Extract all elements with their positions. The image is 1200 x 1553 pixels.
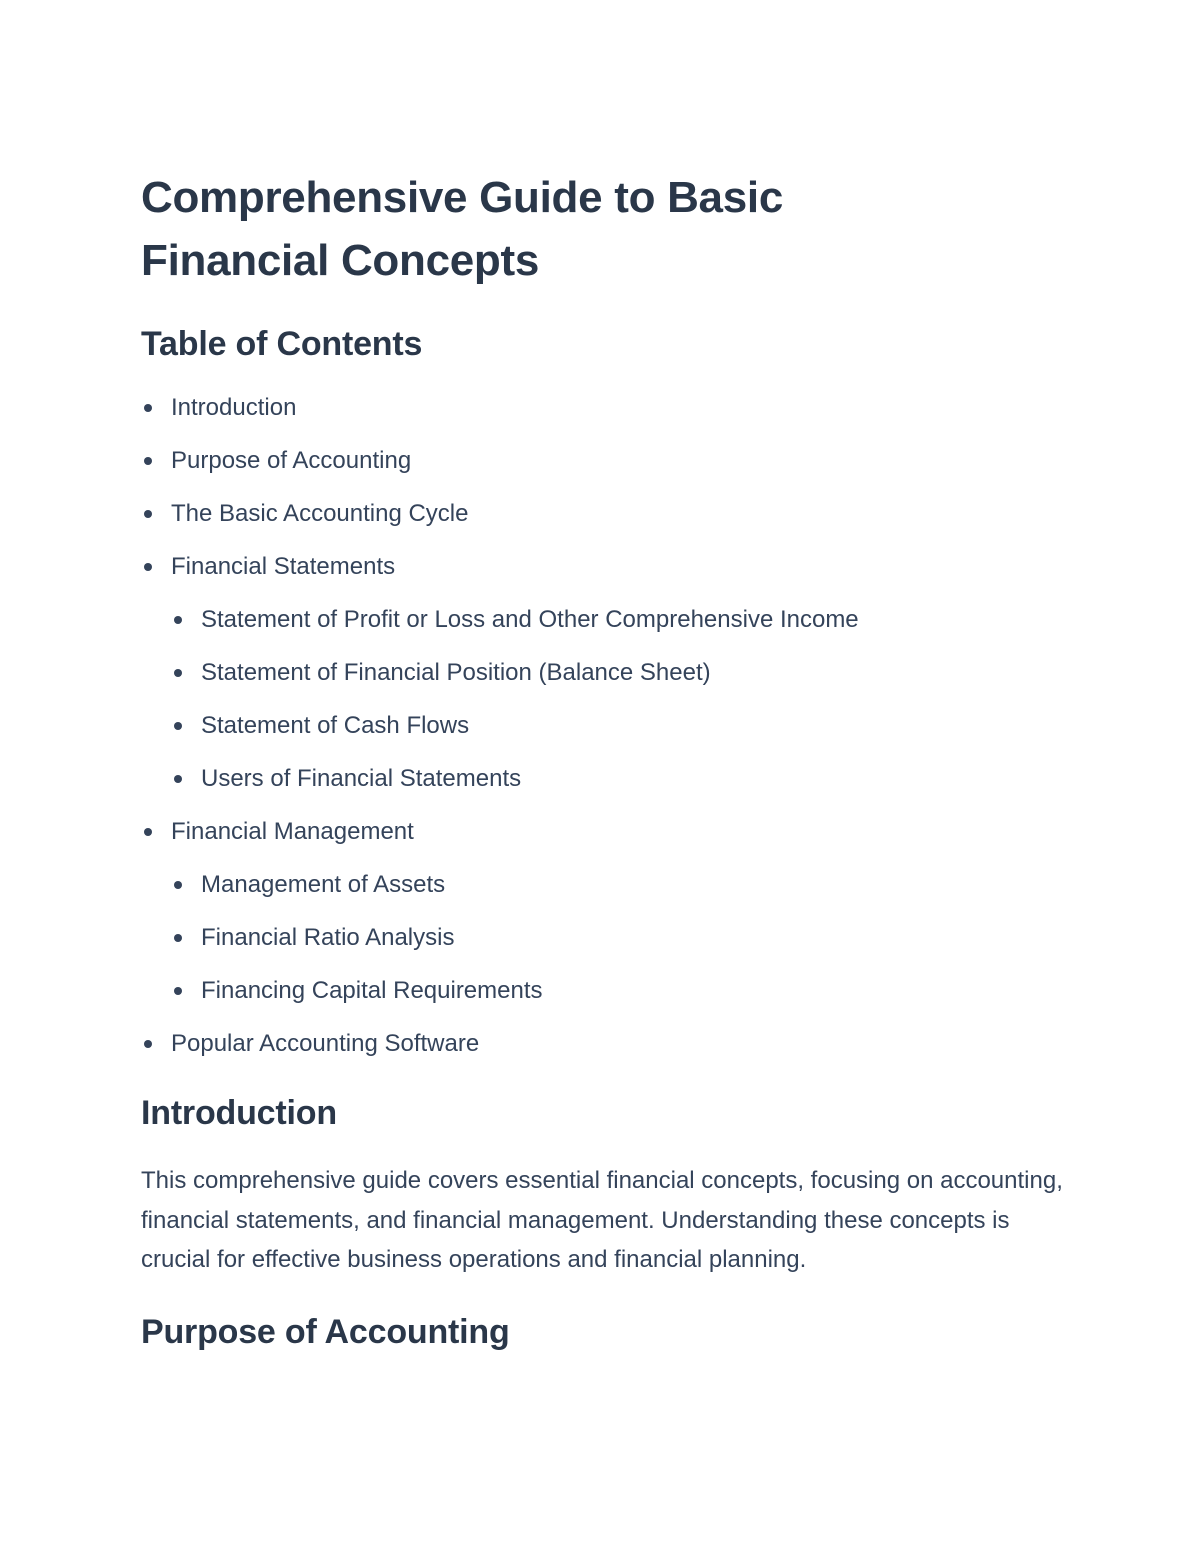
document-page xyxy=(141,166,1071,1354)
toc-item-accounting-software[interactable] xyxy=(141,1030,1071,1083)
table-of-contents xyxy=(141,394,1071,1083)
bullet-icon xyxy=(144,404,152,412)
toc-item-label: Financial Management xyxy=(171,818,414,845)
toc-item-label: The Basic Accounting Cycle xyxy=(171,500,469,527)
bullet-icon xyxy=(174,881,182,889)
toc-subitem-financial-position[interactable] xyxy=(141,659,1071,712)
toc-subitem-financing-capital[interactable] xyxy=(141,977,1071,1030)
toc-subitem-cash-flows[interactable] xyxy=(141,712,1071,765)
document-title-line-2: Financial Concepts xyxy=(141,236,540,285)
toc-item-label: Statement of Cash Flows xyxy=(201,712,470,739)
bullet-icon xyxy=(144,563,152,571)
document-title-line-1: Comprehensive Guide to Basic xyxy=(141,173,783,222)
bullet-icon xyxy=(174,934,182,942)
toc-heading: Table of Contents xyxy=(141,325,423,363)
bullet-icon xyxy=(174,987,182,995)
toc-item-label: Financing Capital Requirements xyxy=(201,977,543,1004)
introduction-paragraph: This comprehensive guide covers essential financial concepts, focusing on accounting, financial statements, and financial management. Understanding these concepts is crucial for effective business operations and financial planning. xyxy=(141,1167,1063,1273)
bullet-icon xyxy=(144,1040,152,1048)
toc-item-financial-management[interactable] xyxy=(141,818,1071,871)
toc-item-label: Statement of Profit or Loss and Other Comprehensive Income xyxy=(201,606,859,633)
document-title xyxy=(141,166,1071,292)
bullet-icon xyxy=(144,457,152,465)
bullet-icon xyxy=(174,616,182,624)
toc-item-introduction[interactable] xyxy=(141,394,1071,447)
toc-item-label: Popular Accounting Software xyxy=(171,1030,480,1057)
toc-item-label: Introduction xyxy=(171,394,297,421)
toc-subitem-management-of-assets[interactable] xyxy=(141,871,1071,924)
bullet-icon xyxy=(144,510,152,518)
toc-item-label: Financial Statements xyxy=(171,553,396,580)
bullet-icon xyxy=(144,828,152,836)
toc-item-financial-statements[interactable] xyxy=(141,553,1071,606)
bullet-icon xyxy=(174,775,182,783)
toc-item-purpose-of-accounting[interactable] xyxy=(141,447,1071,500)
toc-subitem-users-of-statements[interactable] xyxy=(141,765,1071,818)
section-heading-purpose-of-accounting: Purpose of Accounting xyxy=(141,1312,510,1351)
section-heading-introduction: Introduction xyxy=(141,1094,337,1132)
toc-item-basic-accounting-cycle[interactable] xyxy=(141,500,1071,553)
toc-item-label: Users of Financial Statements xyxy=(201,765,522,792)
bullet-icon xyxy=(174,669,182,677)
bullet-icon xyxy=(174,722,182,730)
toc-item-label: Statement of Financial Position (Balance Sheet) xyxy=(201,659,711,686)
toc-item-label: Purpose of Accounting xyxy=(171,447,412,474)
toc-item-label: Financial Ratio Analysis xyxy=(201,924,455,951)
toc-item-label: Management of Assets xyxy=(201,871,446,898)
toc-subitem-profit-or-loss[interactable] xyxy=(141,606,1071,659)
toc-subitem-ratio-analysis[interactable] xyxy=(141,924,1071,977)
